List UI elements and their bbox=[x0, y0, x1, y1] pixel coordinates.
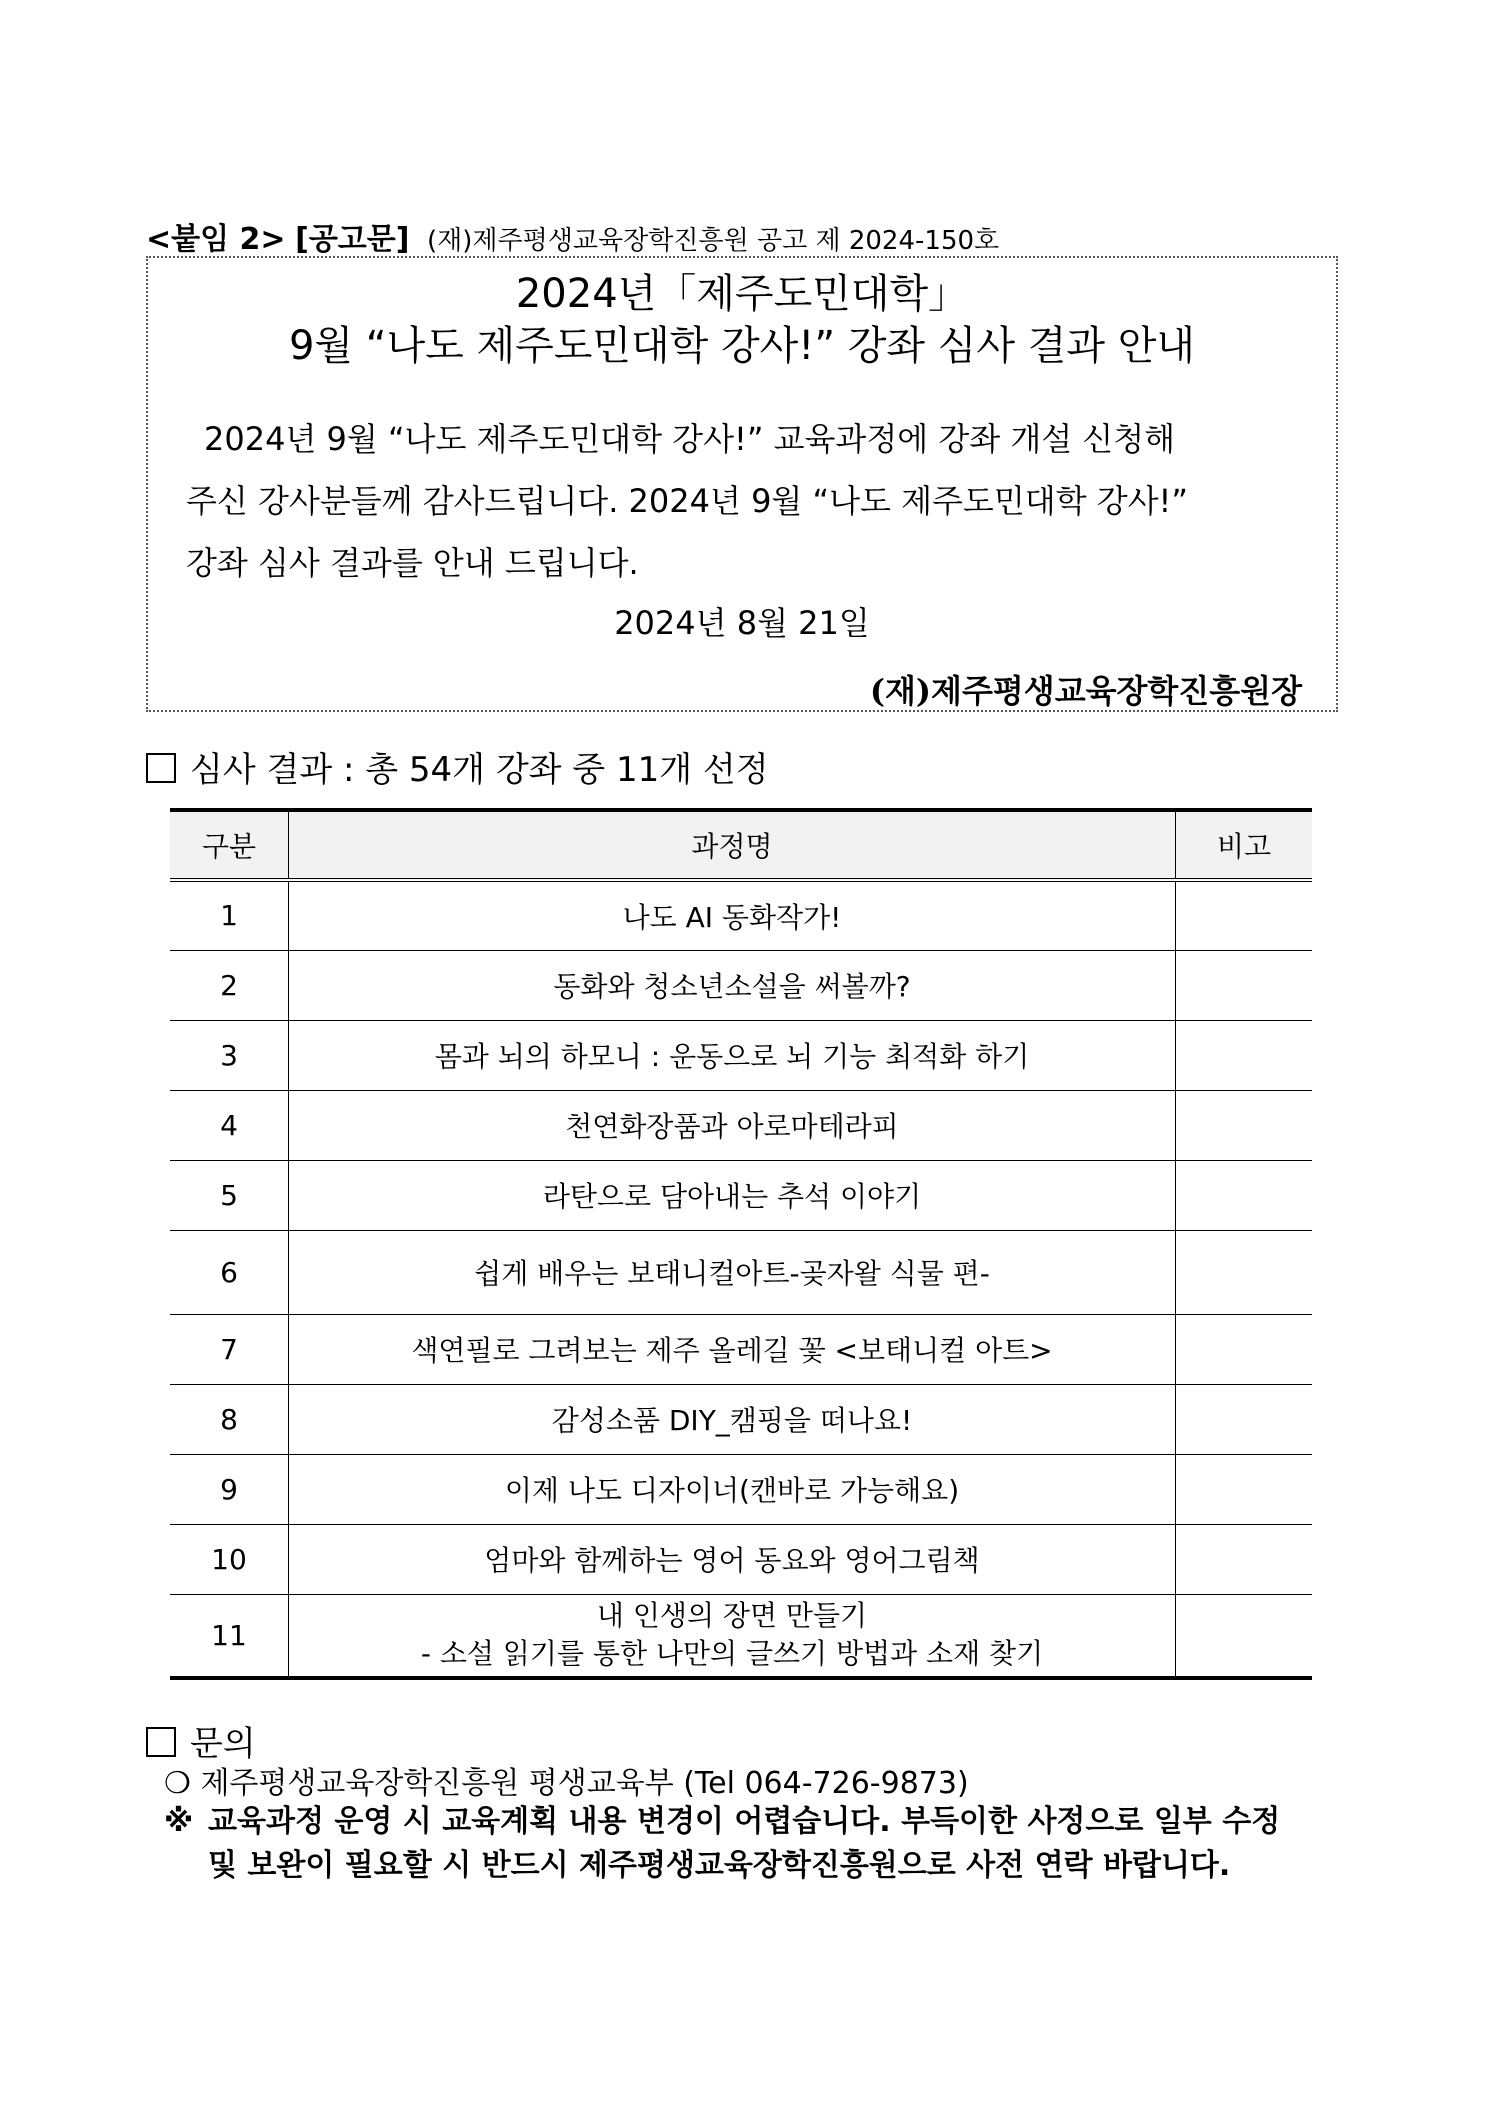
course-name: 쉽게 배우는 보태니컬아트-곶자왈 식물 편- bbox=[289, 1230, 1176, 1314]
course-name: 감성소품 DIY_캠핑을 떠나요! bbox=[289, 1384, 1176, 1454]
row-number: 11 bbox=[170, 1594, 289, 1678]
course-name bbox=[289, 1594, 1176, 1678]
course-name: 몸과 뇌의 하모니 : 운동으로 뇌 기능 최적화 하기 bbox=[289, 1020, 1176, 1090]
document-type-label: [공고문] bbox=[295, 222, 410, 257]
course-name: 이제 나도 디자이너(캔바로 가능해요) bbox=[289, 1454, 1176, 1524]
row-number: 8 bbox=[170, 1384, 289, 1454]
contact-text: 제주평생교육장학진흥원 평생교육부 (Tel 064-726-9873) bbox=[200, 1766, 969, 1801]
row-note bbox=[1176, 1230, 1313, 1314]
row-number: 2 bbox=[170, 950, 289, 1020]
checkbox-square-icon bbox=[146, 753, 176, 783]
row-note bbox=[1176, 1314, 1313, 1384]
remark-line2: 및 보완이 필요할 시 반드시 제주평생교육장학진흥원으로 사전 연락 바랍니다. bbox=[208, 1848, 1231, 1883]
row-note bbox=[1176, 1524, 1313, 1594]
notice-title-line1: 2024년「제주도민대학」 bbox=[515, 271, 969, 317]
column-header-course: 과정명 bbox=[289, 810, 1176, 880]
notice-body-line3: 강좌 심사 결과를 안내 드립니다. bbox=[186, 544, 639, 582]
remark-line1: 교육과정 운영 시 교육계획 내용 변경이 어렵습니다. 부득이한 사정으로 일부 수정 bbox=[208, 1804, 1281, 1839]
row-note bbox=[1176, 1454, 1313, 1524]
notice-body-line1: 2024년 9월 “나도 제주도민대학 강사!” 교육과정에 강좌 개설 신청해 bbox=[204, 420, 1176, 458]
course-name-line2: - 소설 읽기를 통한 나만의 글쓰기 방법과 소재 찾기 bbox=[420, 1637, 1044, 1671]
table-row bbox=[170, 1230, 1312, 1314]
table-row bbox=[170, 880, 1312, 950]
checkbox-square-icon bbox=[146, 1727, 176, 1757]
course-name: 천연화장품과 아로마테라피 bbox=[289, 1090, 1176, 1160]
row-number: 6 bbox=[170, 1230, 289, 1314]
row-note bbox=[1176, 1160, 1313, 1230]
table-header-row bbox=[170, 810, 1312, 880]
row-note bbox=[1176, 1090, 1313, 1160]
column-header-no: 구분 bbox=[170, 810, 289, 880]
table-row bbox=[170, 1384, 1312, 1454]
results-heading bbox=[146, 742, 769, 791]
circle-bullet-icon: ❍ bbox=[164, 1766, 191, 1801]
row-note bbox=[1176, 1594, 1313, 1678]
row-number: 3 bbox=[170, 1020, 289, 1090]
row-note bbox=[1176, 880, 1313, 950]
row-number: 9 bbox=[170, 1454, 289, 1524]
column-header-note: 비고 bbox=[1176, 810, 1313, 880]
table-row bbox=[170, 1020, 1312, 1090]
document-header bbox=[146, 214, 999, 258]
table-row bbox=[170, 950, 1312, 1020]
row-note bbox=[1176, 1020, 1313, 1090]
notice-box bbox=[146, 256, 1338, 712]
row-number: 4 bbox=[170, 1090, 289, 1160]
notice-remark bbox=[164, 1800, 1280, 1888]
results-table bbox=[170, 808, 1312, 1680]
table-row bbox=[170, 1160, 1312, 1230]
course-name-line1: 내 인생의 장면 만들기 bbox=[596, 1599, 868, 1633]
row-number: 1 bbox=[170, 880, 289, 950]
results-heading-text: 심사 결과 : 총 54개 강좌 중 11개 선정 bbox=[190, 750, 769, 790]
notice-date: 2024년 8월 21일 bbox=[614, 604, 870, 642]
course-name: 나도 AI 동화작가! bbox=[289, 880, 1176, 950]
course-name: 라탄으로 담아내는 추석 이야기 bbox=[289, 1160, 1176, 1230]
row-number: 7 bbox=[170, 1314, 289, 1384]
course-name: 동화와 청소년소설을 써볼까? bbox=[289, 950, 1176, 1020]
table-row bbox=[170, 1314, 1312, 1384]
row-note bbox=[1176, 950, 1313, 1020]
attachment-label: <붙임 2> bbox=[146, 222, 286, 257]
row-note bbox=[1176, 1384, 1313, 1454]
contact-line bbox=[164, 1758, 969, 1802]
table-row bbox=[170, 1594, 1312, 1678]
notice-number: (재)제주평생교육장학진흥원 공고 제 2024-150호 bbox=[427, 226, 1000, 256]
reference-mark-icon: ※ bbox=[164, 1804, 194, 1839]
inquiry-heading-text: 문의 bbox=[190, 1724, 256, 1764]
table-row bbox=[170, 1454, 1312, 1524]
table-row bbox=[170, 1524, 1312, 1594]
notice-body-line2: 주신 강사분들께 감사드립니다. 2024년 9월 “나도 제주도민대학 강사!” bbox=[186, 482, 1188, 520]
course-name: 색연필로 그려보는 제주 올레길 꽃 <보태니컬 아트> bbox=[289, 1314, 1176, 1384]
row-number: 5 bbox=[170, 1160, 289, 1230]
row-number: 10 bbox=[170, 1524, 289, 1594]
course-name: 엄마와 함께하는 영어 동요와 영어그림책 bbox=[289, 1524, 1176, 1594]
notice-issuer: (재)제주평생교육장학진흥원장 bbox=[869, 672, 1302, 710]
notice-title-line2: 9월 “나도 제주도민대학 강사!” 강좌 심사 결과 안내 bbox=[288, 323, 1196, 369]
table-row bbox=[170, 1090, 1312, 1160]
